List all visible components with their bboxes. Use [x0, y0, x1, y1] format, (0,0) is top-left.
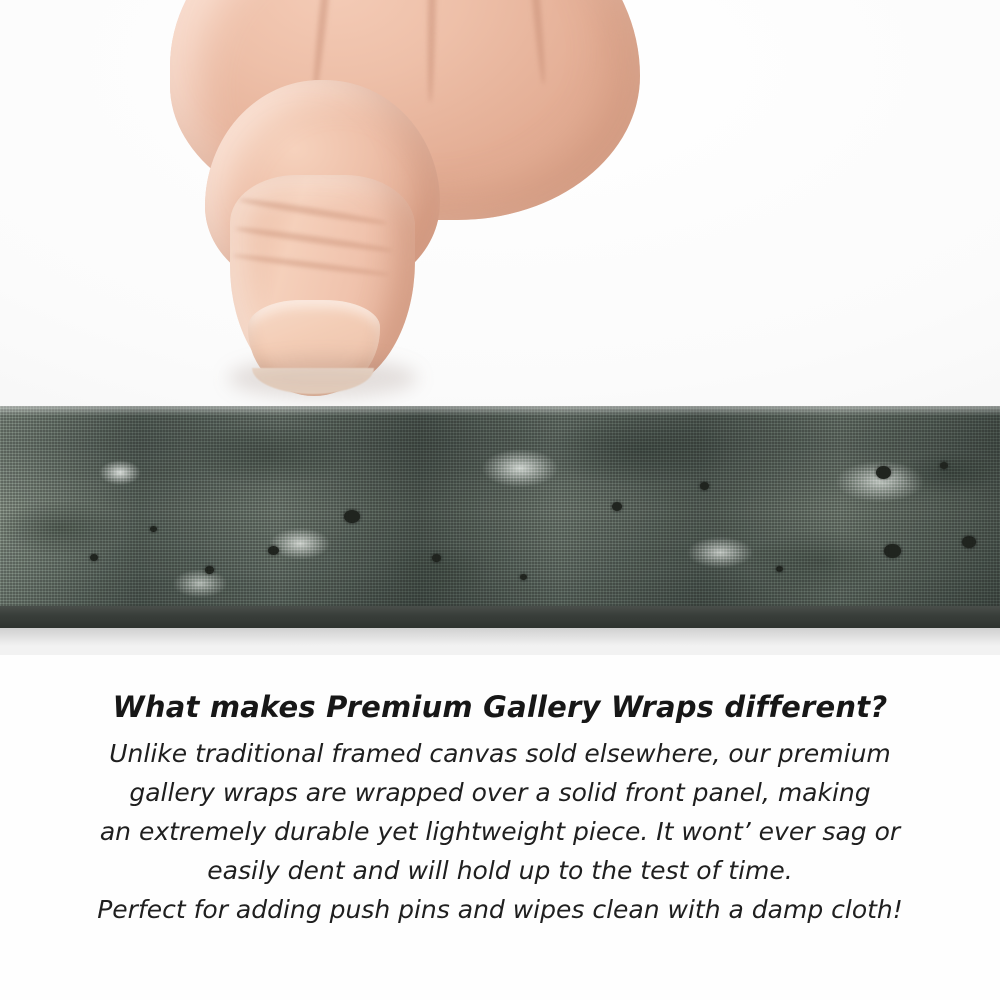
- canvas-speckle: [876, 466, 891, 479]
- canvas-speckle: [344, 510, 360, 523]
- canvas-speckle: [205, 566, 214, 574]
- canvas-weave-pattern: [0, 406, 1000, 628]
- canvas-drop-shadow: [0, 628, 1000, 646]
- finger-separation-line: [524, 0, 547, 85]
- caption-line-1: Unlike traditional framed canvas sold elsewhere, our premium: [109, 739, 891, 768]
- canvas-speckle: [432, 554, 441, 562]
- canvas-speckle: [962, 536, 976, 548]
- canvas-speckle: [776, 566, 783, 572]
- caption-block: [0, 690, 1000, 929]
- canvas-speckle: [612, 502, 622, 511]
- canvas-speckle: [700, 482, 709, 490]
- finger-separation-line: [426, 0, 438, 103]
- canvas-speckle: [90, 554, 98, 561]
- hand-illustration: [110, 0, 630, 430]
- canvas-speckle: [268, 546, 279, 555]
- canvas-speckle: [940, 462, 948, 469]
- canvas-top-highlight: [0, 406, 1000, 416]
- finger-contact-shadow: [228, 358, 418, 398]
- caption-title: What makes Premium Gallery Wraps different?: [112, 690, 888, 724]
- caption-line-2: gallery wraps are wrapped over a solid front panel, making: [129, 778, 871, 807]
- canvas-speckle: [884, 544, 901, 558]
- canvas-edge-strip: [0, 406, 1000, 628]
- caption-line-4: easily dent and will hold up to the test of time.: [207, 856, 793, 885]
- canvas-speckle: [520, 574, 527, 580]
- caption-line-3: an extremely durable yet lightweight piece. It wont’ ever sag or: [99, 817, 901, 846]
- canvas-speckle: [150, 526, 157, 532]
- canvas-frame-bottom-edge: [0, 606, 1000, 628]
- caption-line-5: Perfect for adding push pins and wipes clean with a damp cloth!: [97, 895, 903, 924]
